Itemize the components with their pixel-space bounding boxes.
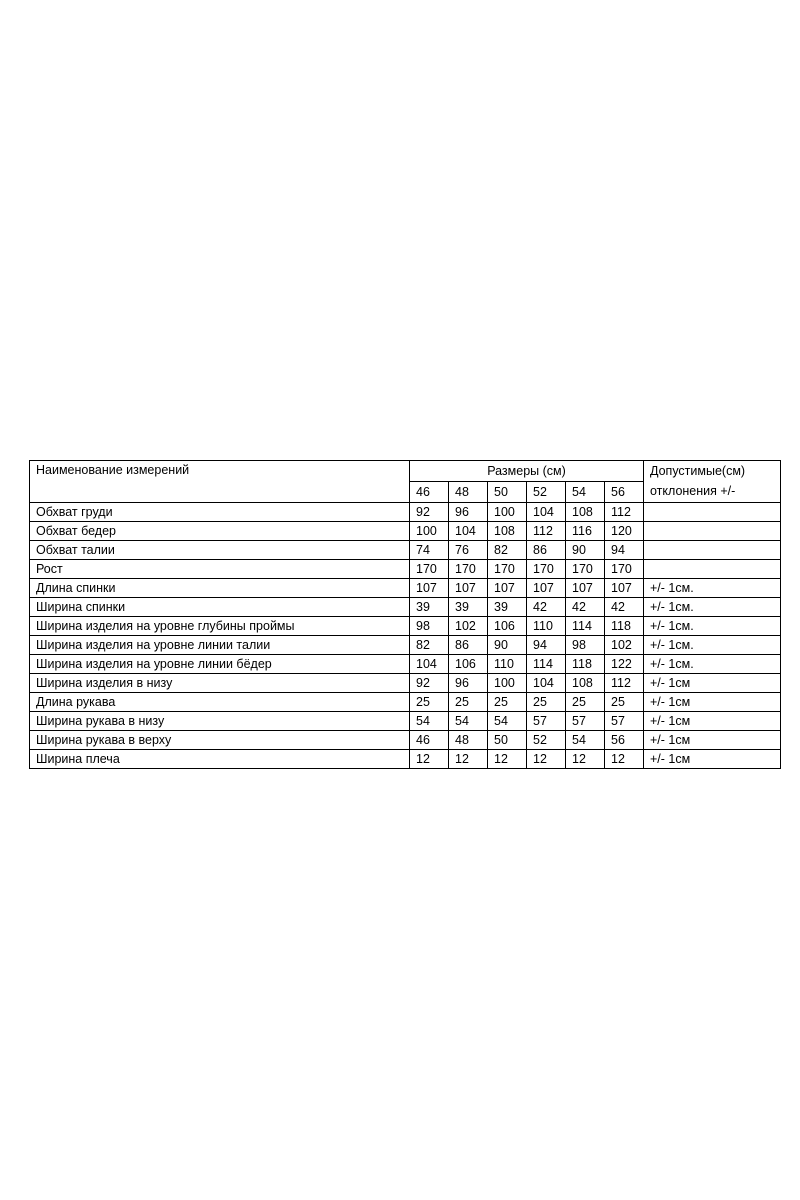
size-value: 74 <box>410 541 449 560</box>
size-value: 76 <box>449 541 488 560</box>
size-value: 12 <box>410 750 449 769</box>
measurement-name: Рост <box>30 560 410 579</box>
size-value: 116 <box>566 522 605 541</box>
size-value: 57 <box>527 712 566 731</box>
size-value: 114 <box>566 617 605 636</box>
size-value: 39 <box>488 598 527 617</box>
tolerance-value: +/- 1см. <box>644 655 781 674</box>
size-header-cell: 48 <box>449 482 488 503</box>
size-value: 42 <box>527 598 566 617</box>
size-value: 86 <box>449 636 488 655</box>
tolerance-value: +/- 1см <box>644 674 781 693</box>
size-value: 52 <box>527 731 566 750</box>
size-value: 118 <box>566 655 605 674</box>
measurement-name: Обхват талии <box>30 541 410 560</box>
size-value: 54 <box>566 731 605 750</box>
size-value: 108 <box>488 522 527 541</box>
size-value: 12 <box>527 750 566 769</box>
size-value: 107 <box>605 579 644 598</box>
size-value: 42 <box>566 598 605 617</box>
size-value: 94 <box>527 636 566 655</box>
size-value: 100 <box>488 674 527 693</box>
size-value: 120 <box>605 522 644 541</box>
size-value: 118 <box>605 617 644 636</box>
sizes-header: Размеры (см) <box>410 461 644 482</box>
size-header-cell: 46 <box>410 482 449 503</box>
size-value: 98 <box>410 617 449 636</box>
size-value: 110 <box>488 655 527 674</box>
size-header-cell: 54 <box>566 482 605 503</box>
measurement-name: Обхват груди <box>30 503 410 522</box>
table-row <box>30 712 781 731</box>
size-value: 170 <box>605 560 644 579</box>
size-value: 82 <box>488 541 527 560</box>
measurement-name: Ширина изделия в низу <box>30 674 410 693</box>
size-value: 108 <box>566 674 605 693</box>
table-row <box>30 750 781 769</box>
size-value: 112 <box>605 674 644 693</box>
tolerance-value: +/- 1см. <box>644 598 781 617</box>
measurement-name: Ширина рукава в верху <box>30 731 410 750</box>
size-value: 90 <box>488 636 527 655</box>
size-value: 102 <box>605 636 644 655</box>
table-row <box>30 617 781 636</box>
size-value: 12 <box>488 750 527 769</box>
table-row <box>30 636 781 655</box>
deviation-header-line2: отклонения +/- <box>650 484 736 498</box>
size-value: 96 <box>449 674 488 693</box>
size-value: 104 <box>410 655 449 674</box>
size-value: 108 <box>566 503 605 522</box>
size-value: 102 <box>449 617 488 636</box>
size-header-cell: 56 <box>605 482 644 503</box>
size-value: 48 <box>449 731 488 750</box>
size-chart-table <box>29 460 781 769</box>
measurement-name: Обхват бедер <box>30 522 410 541</box>
size-value: 106 <box>449 655 488 674</box>
size-value: 90 <box>566 541 605 560</box>
table-row <box>30 693 781 712</box>
size-value: 107 <box>566 579 605 598</box>
size-value: 25 <box>410 693 449 712</box>
measurement-name: Ширина изделия на уровне линии талии <box>30 636 410 655</box>
size-value: 57 <box>605 712 644 731</box>
header-row-top <box>30 461 781 482</box>
table-row <box>30 541 781 560</box>
tolerance-value <box>644 541 781 560</box>
size-value: 104 <box>527 674 566 693</box>
size-value: 100 <box>410 522 449 541</box>
tolerance-value <box>644 503 781 522</box>
size-value: 42 <box>605 598 644 617</box>
tolerance-value: +/- 1см. <box>644 636 781 655</box>
measurement-name: Длина рукава <box>30 693 410 712</box>
size-value: 12 <box>566 750 605 769</box>
size-value: 170 <box>410 560 449 579</box>
size-value: 12 <box>449 750 488 769</box>
size-value: 12 <box>605 750 644 769</box>
table-row <box>30 598 781 617</box>
tolerance-value: +/- 1см <box>644 750 781 769</box>
size-value: 110 <box>527 617 566 636</box>
size-value: 57 <box>566 712 605 731</box>
tolerance-value <box>644 522 781 541</box>
table-row <box>30 674 781 693</box>
size-value: 107 <box>410 579 449 598</box>
size-value: 82 <box>410 636 449 655</box>
size-value: 25 <box>566 693 605 712</box>
deviation-header <box>644 461 781 503</box>
size-value: 25 <box>605 693 644 712</box>
size-header-cell: 52 <box>527 482 566 503</box>
measurement-name: Ширина плеча <box>30 750 410 769</box>
size-value: 94 <box>605 541 644 560</box>
tolerance-value: +/- 1см <box>644 712 781 731</box>
size-value: 107 <box>449 579 488 598</box>
measurement-name: Ширина рукава в низу <box>30 712 410 731</box>
size-value: 106 <box>488 617 527 636</box>
size-value: 46 <box>410 731 449 750</box>
tolerance-value: +/- 1см. <box>644 579 781 598</box>
table-row <box>30 503 781 522</box>
size-value: 100 <box>488 503 527 522</box>
measurement-name: Ширина изделия на уровне глубины проймы <box>30 617 410 636</box>
size-value: 112 <box>605 503 644 522</box>
size-value: 39 <box>449 598 488 617</box>
deviation-header-line1: Допустимые(см) <box>650 464 746 478</box>
size-value: 54 <box>488 712 527 731</box>
size-header-cell: 50 <box>488 482 527 503</box>
tolerance-value <box>644 560 781 579</box>
table-row <box>30 560 781 579</box>
size-value: 122 <box>605 655 644 674</box>
size-value: 96 <box>449 503 488 522</box>
size-value: 170 <box>449 560 488 579</box>
table-row <box>30 731 781 750</box>
measurement-name: Ширина спинки <box>30 598 410 617</box>
size-value: 112 <box>527 522 566 541</box>
tolerance-value: +/- 1см <box>644 731 781 750</box>
size-value: 92 <box>410 503 449 522</box>
table-row <box>30 579 781 598</box>
size-value: 56 <box>605 731 644 750</box>
size-value: 25 <box>449 693 488 712</box>
size-value: 86 <box>527 541 566 560</box>
size-chart-container <box>29 460 780 769</box>
size-value: 114 <box>527 655 566 674</box>
size-value: 50 <box>488 731 527 750</box>
table-row <box>30 522 781 541</box>
size-value: 104 <box>527 503 566 522</box>
size-value: 25 <box>488 693 527 712</box>
size-value: 107 <box>527 579 566 598</box>
measurement-name: Длина спинки <box>30 579 410 598</box>
tolerance-value: +/- 1см <box>644 693 781 712</box>
size-value: 39 <box>410 598 449 617</box>
size-value: 170 <box>488 560 527 579</box>
size-value: 92 <box>410 674 449 693</box>
size-value: 104 <box>449 522 488 541</box>
size-value: 25 <box>527 693 566 712</box>
tolerance-value: +/- 1см. <box>644 617 781 636</box>
size-value: 98 <box>566 636 605 655</box>
size-value: 54 <box>449 712 488 731</box>
size-value: 170 <box>566 560 605 579</box>
size-value: 107 <box>488 579 527 598</box>
measurement-name-header: Наименование измерений <box>30 461 410 503</box>
size-value: 170 <box>527 560 566 579</box>
measurement-name: Ширина изделия на уровне линии бёдер <box>30 655 410 674</box>
size-value: 54 <box>410 712 449 731</box>
table-row <box>30 655 781 674</box>
